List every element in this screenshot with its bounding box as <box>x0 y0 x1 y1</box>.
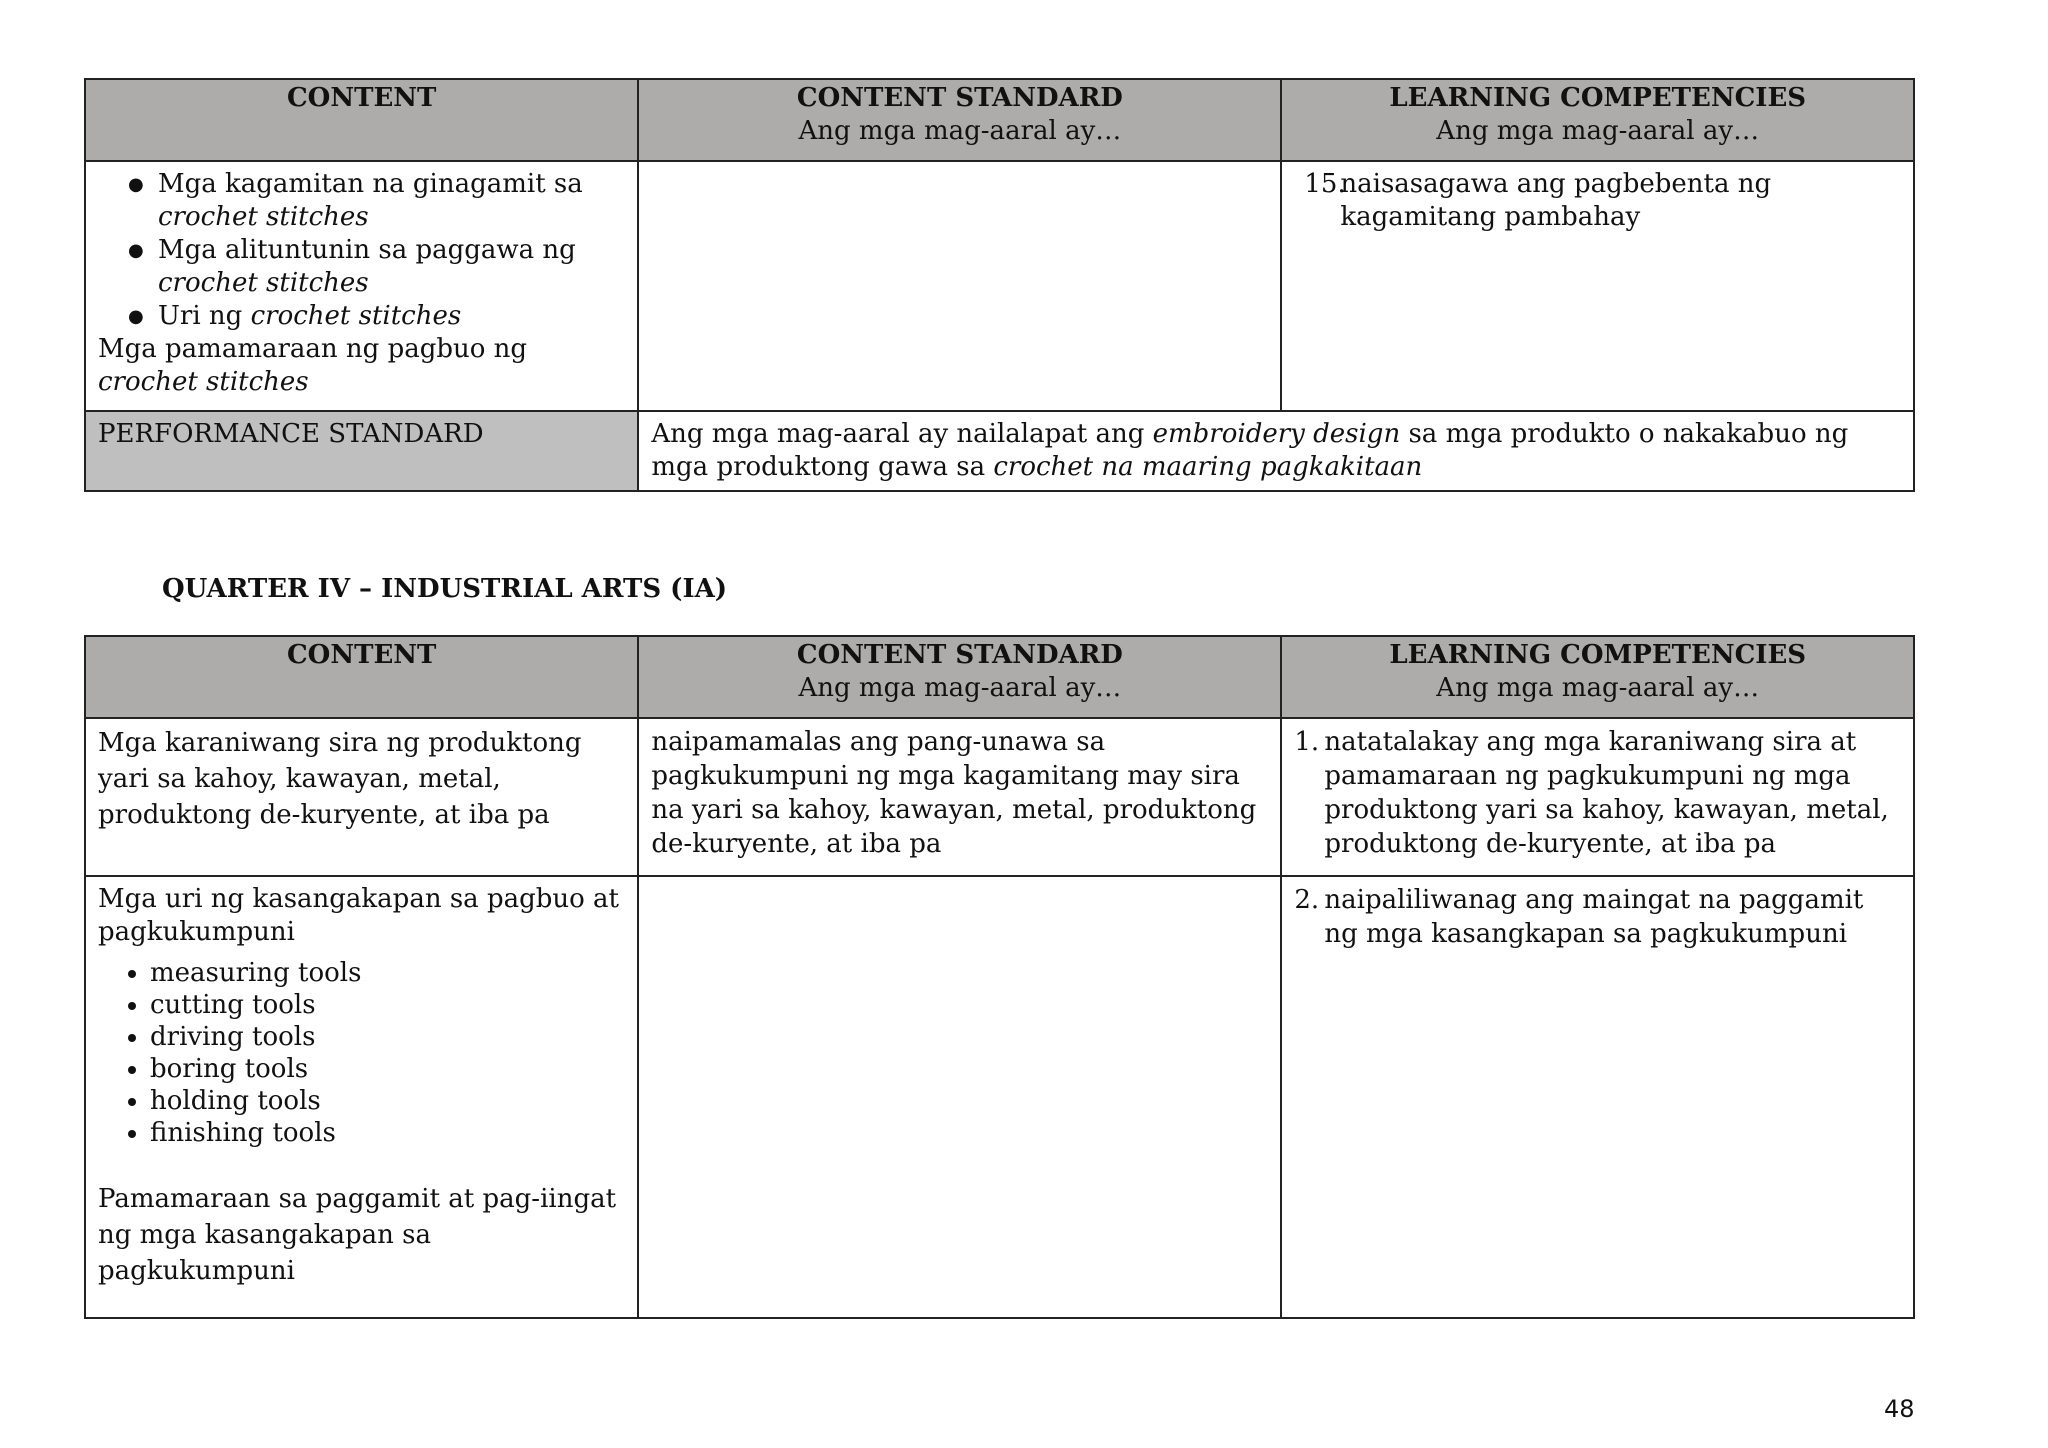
header-subtitle: Ang mga mag-aaral ay… <box>798 116 1122 146</box>
content-tail: Pamamaraan sa paggamit at pag-iingat ng mga kasangakapan sa pagkukumpuni <box>98 1184 617 1286</box>
list-item-text: Uri ng <box>158 301 251 331</box>
competency-item <box>1304 168 1901 234</box>
content-standard-cell: naipamamalas ang pang-unawa sa pagkukumpuni ng mga kagamitang may sira na yari sa kahoy, kawayan, metal, produktong de-kuryente, at iba pa <box>638 718 1281 876</box>
competency-item <box>1294 725 1901 861</box>
list-item-text: Mga alituntunin sa paggawa ng <box>158 235 576 265</box>
table-row <box>85 161 1914 411</box>
header-content <box>85 636 638 718</box>
content-tail-italic: crochet stitches <box>98 367 309 397</box>
header-subtitle: Ang mga mag-aaral ay… <box>1436 673 1760 703</box>
list-item-italic: crochet stitches <box>250 301 462 331</box>
list-item: • cutting tools <box>150 989 625 1021</box>
header-content-standard <box>638 79 1281 161</box>
performance-text-part: Ang mga mag-aaral ay nailalapat ang <box>651 419 1153 449</box>
table-row <box>85 876 1914 1318</box>
competency-cell <box>1281 161 1914 411</box>
header-subtitle: Ang mga mag-aaral ay… <box>798 673 1122 703</box>
list-item: • driving tools <box>150 1021 625 1053</box>
header-learning-competencies-label: LEARNING COMPETENCIES <box>1389 83 1807 113</box>
performance-text-italic: embroidery design <box>1152 419 1401 449</box>
competency-number: 15. <box>1304 169 1346 199</box>
content-intro: Mga uri ng kasangakapan sa pagbuo at pagkukumpuni <box>98 884 619 947</box>
content-standard-cell <box>638 161 1281 411</box>
competency-cell <box>1281 876 1914 1318</box>
competency-number: 1. <box>1294 727 1320 757</box>
competency-cell <box>1281 718 1914 876</box>
table-header-row <box>85 636 1914 718</box>
list-item: • holding tools <box>150 1085 625 1117</box>
content-cell <box>85 161 638 411</box>
list-item-italic: crochet stitches <box>158 268 369 298</box>
performance-standard-row <box>85 411 1914 491</box>
header-learning-competencies-label: LEARNING COMPETENCIES <box>1389 640 1807 670</box>
tools-list <box>98 957 625 1149</box>
performance-text-part: sa mga produkto o nakakabuo ng mga produktong gawa sa <box>651 419 1849 482</box>
content-bullet-list <box>98 168 625 333</box>
performance-text-italic: crochet na maaring pagkakitaan <box>993 452 1423 482</box>
list-item <box>158 234 625 300</box>
curriculum-table-continued <box>84 78 1915 492</box>
table-header-row <box>85 79 1914 161</box>
header-content-standard-label: CONTENT STANDARD <box>796 640 1123 670</box>
list-item-italic: crochet stitches <box>158 202 369 232</box>
header-content <box>85 79 638 161</box>
performance-standard-text <box>638 411 1914 491</box>
list-item: • measuring tools <box>150 957 625 989</box>
content-cell <box>85 876 638 1318</box>
header-content-label: CONTENT <box>286 83 437 113</box>
competency-text: naipaliliwanag ang maingat na paggamit ng mga kasangkapan sa pagkukumpuni <box>1324 885 1864 949</box>
curriculum-table-quarter-iv <box>84 635 1915 1319</box>
header-learning-competencies <box>1281 636 1914 718</box>
content-tail-text: Mga pamamaraan ng pagbuo ng <box>98 334 528 364</box>
performance-standard-label: PERFORMANCE STANDARD <box>85 411 638 491</box>
competency-text: naisasagawa ang pagbebenta ng kagamitang pambahay <box>1340 169 1772 232</box>
competency-item <box>1294 883 1901 951</box>
header-content-label: CONTENT <box>286 640 437 670</box>
page-number: 48 <box>1884 1395 1915 1423</box>
content-tail <box>98 333 625 399</box>
competency-number: 2. <box>1294 885 1320 915</box>
header-subtitle: Ang mga mag-aaral ay… <box>1436 116 1760 146</box>
section-title: QUARTER IV – INDUSTRIAL ARTS (IA) <box>162 574 728 604</box>
list-item <box>158 300 625 333</box>
header-learning-competencies <box>1281 79 1914 161</box>
list-item <box>158 168 625 234</box>
list-item-text: Mga kagamitan na ginagamit sa <box>158 169 583 199</box>
table-row <box>85 718 1914 876</box>
header-content-standard-label: CONTENT STANDARD <box>796 83 1123 113</box>
header-content-standard <box>638 636 1281 718</box>
competency-text: natatalakay ang mga karaniwang sira at pamamaraan ng pagkukumpuni ng mga produktong yari sa kahoy, kawayan, metal, produktong de-kuryente, at iba pa <box>1324 727 1889 859</box>
content-cell: Mga karaniwang sira ng produktong yari sa kahoy, kawayan, metal, produktong de-kuryente, at iba pa <box>85 718 638 876</box>
content-standard-cell <box>638 876 1281 1318</box>
list-item: • boring tools <box>150 1053 625 1085</box>
list-item: • finishing tools <box>150 1117 625 1149</box>
